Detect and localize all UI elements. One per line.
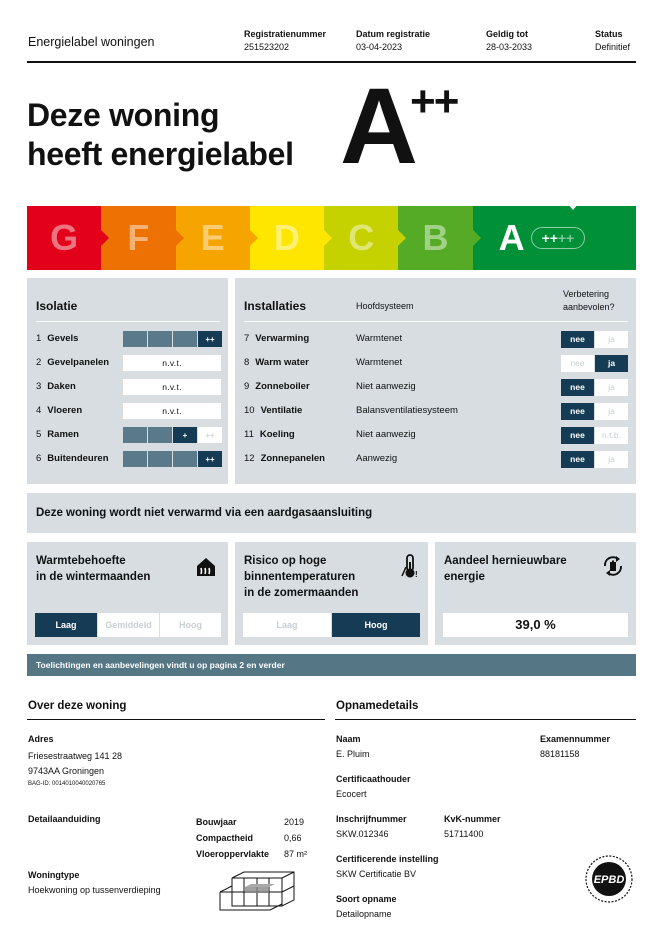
toggle-ja: ja <box>595 379 628 396</box>
installatie-system: Niet aanwezig <box>356 429 416 440</box>
active-plus-marker: ++++ <box>531 227 586 249</box>
scale-chevron <box>398 230 406 246</box>
renewable-energy-icon <box>601 554 625 583</box>
rating-cell <box>173 331 197 347</box>
woning-divider <box>27 719 325 720</box>
installatie-row-label: 12 Zonnepanelen <box>244 453 325 464</box>
improvement-toggle <box>561 427 629 444</box>
toggle-nee: nee <box>561 403 594 420</box>
scale-chevron <box>324 230 332 246</box>
header-status: Status Definitief <box>595 29 631 52</box>
isolatie-nvt: n.v.t. <box>123 379 221 395</box>
rating-cell <box>123 331 147 347</box>
scale-chevron <box>176 230 184 246</box>
isolatie-rating <box>123 451 223 467</box>
detail-label: Detailaanduiding <box>28 814 101 824</box>
rating-cell <box>148 331 172 347</box>
bag-id: BAG-ID: 0014010040020765 <box>28 781 106 787</box>
risico-scale <box>243 613 421 637</box>
installaties-col-main: Hoofdsysteem <box>356 301 414 311</box>
scale-option: Laag <box>35 613 97 637</box>
toggle-ja: ja <box>595 355 628 372</box>
scale-option: Laag <box>243 613 331 637</box>
rating-cell <box>123 427 147 443</box>
installatie-row-label: 7 Verwarming <box>244 333 310 344</box>
installatie-system: Warmtenet <box>356 333 403 344</box>
header-valid-until: Geldig tot 28-03-2033 <box>486 29 533 52</box>
examen-value: 88181158 <box>540 749 580 759</box>
headline: Deze woning heeft energielabel <box>27 97 294 172</box>
naam-label: Naam <box>336 734 361 744</box>
scale-option: Gemiddeld <box>98 613 159 637</box>
woning-section-title: Over deze woning <box>28 700 127 712</box>
active-class-pointer <box>563 198 583 210</box>
isolatie-nvt: n.v.t. <box>123 355 221 371</box>
hernieuwbaar-title: Aandeel hernieuwbare energie <box>444 555 567 583</box>
installatie-row-label: 11 Koeling <box>244 429 295 440</box>
cert-label: Certificaathouder <box>336 774 411 784</box>
adres-label: Adres <box>28 734 54 744</box>
scale-class-f: F <box>101 206 175 270</box>
header-registration: Registratienummer 251523202 <box>244 29 327 52</box>
rating-cell <box>123 451 147 467</box>
installatie-system: Niet aanwezig <box>356 381 416 392</box>
warmtebehoefte-scale <box>35 613 222 637</box>
toggle-nee: nee <box>561 427 594 444</box>
scale-class-e: E <box>176 206 250 270</box>
scale-class-b: B <box>398 206 472 270</box>
installatie-row-label: 9 Zonneboiler <box>244 381 310 392</box>
rating-cell: + <box>173 427 197 443</box>
isolatie-row-label: 5 Ramen <box>36 429 79 440</box>
scale-chevron <box>101 230 109 246</box>
toggle-ja: ja <box>595 451 628 468</box>
isolatie-rating <box>123 331 223 347</box>
toggle-nee: nee <box>561 331 594 348</box>
rating-cell <box>148 451 172 467</box>
toggle-nee: nee <box>561 451 594 468</box>
improvement-toggle <box>561 451 629 468</box>
examen-label: Examennummer <box>540 734 611 744</box>
woningtype-label: Woningtype <box>28 870 80 880</box>
toggle-nee: nee <box>561 355 594 372</box>
cert-value: Ecocert <box>336 789 367 799</box>
installatie-system: Aanwezig <box>356 453 398 464</box>
facts-values: 2019 0,66 87 m² <box>284 817 308 859</box>
building-diagram-icon <box>218 870 298 917</box>
thermometer-icon <box>400 553 422 584</box>
warmtebehoefte-title: Warmtebehoefte in de wintermaanden <box>36 555 151 583</box>
svg-text:EPBD: EPBD <box>593 874 625 886</box>
improvement-toggle <box>561 403 629 420</box>
kvk-label: KvK-nummer <box>444 814 501 824</box>
inschrijf-label: Inschrijfnummer <box>336 814 407 824</box>
improvement-toggle <box>561 331 629 348</box>
scale-chevron <box>473 230 481 246</box>
house-heat-icon <box>195 556 217 583</box>
toggle-nee: nee <box>561 379 594 396</box>
scale-class-c: C <box>324 206 398 270</box>
risico-title: Risico op hoge binnentemperaturen in de zomermaanden <box>244 555 359 599</box>
soort-label: Soort opname <box>336 894 397 904</box>
facts-labels: Bouwjaar Compactheid Vloeroppervlakte <box>196 817 270 859</box>
toggle-ja: ja <box>595 331 628 348</box>
instelling-value: SKW Certificatie BV <box>336 869 417 879</box>
naam-value: E. Pluim <box>336 749 370 759</box>
isolatie-row-label: 3 Daken <box>36 381 76 392</box>
rating-cell: ++ <box>198 451 222 467</box>
soort-value: Detailopname <box>336 909 392 919</box>
isolatie-title: Isolatie <box>36 299 78 313</box>
kvk-value: 51711400 <box>444 829 484 839</box>
energy-label-suffix: ++ <box>410 77 458 126</box>
header-divider <box>27 61 636 63</box>
toggle-ja: ja <box>595 403 628 420</box>
document-title: Energielabel woningen <box>28 35 155 49</box>
gas-text: Deze woning wordt niet verwarmd via een aardgasaansluiting <box>36 507 373 519</box>
installatie-system: Balansventilatiesysteem <box>356 405 458 416</box>
isolatie-row-label: 4 Vloeren <box>36 405 83 416</box>
scale-option: Hoog <box>160 613 221 637</box>
installaties-title: Installaties <box>244 299 307 313</box>
explanation-note: Toelichtingen en aanbevelingen vindt u op pagina 2 en verder <box>27 654 636 676</box>
svg-text:!: ! <box>415 570 418 579</box>
isolatie-divider <box>36 321 220 322</box>
isolatie-row-label: 1 Gevels <box>36 333 79 344</box>
hernieuwbaar-value: 39,0 % <box>443 613 628 637</box>
epbd-logo-icon <box>584 854 634 909</box>
opname-divider <box>335 719 636 720</box>
scale-class-g: G <box>27 206 101 270</box>
scale-class-d: D <box>250 206 324 270</box>
scale-option: Hoog <box>332 613 420 637</box>
adres-value: Friesestraatweg 141 28 9743AA Groningen <box>28 751 123 776</box>
rating-cell <box>173 451 197 467</box>
opname-section-title: Opnamedetails <box>336 700 419 712</box>
rating-cell: ++ <box>198 331 222 347</box>
isolatie-nvt: n.v.t. <box>123 403 221 419</box>
scale-chevron <box>250 230 258 246</box>
scale-class-a: A ++++ <box>473 206 636 270</box>
rating-cell <box>148 427 172 443</box>
toggle-ja: n.t.b. <box>595 427 628 444</box>
improvement-toggle <box>561 379 629 396</box>
installatie-system: Warmtenet <box>356 357 403 368</box>
isolatie-row-label: 6 Buitendeuren <box>36 453 109 464</box>
installatie-row-label: 8 Warm water <box>244 357 309 368</box>
isolatie-row-label: 2 Gevelpanelen <box>36 357 110 368</box>
woningtype-value: Hoekwoning op tussenverdieping <box>28 885 161 895</box>
header-date: Datum registratie 03-04-2023 <box>356 29 431 52</box>
instelling-label: Certificerende instelling <box>336 854 439 864</box>
isolatie-rating <box>123 427 223 443</box>
energy-label-letter: A <box>340 65 416 186</box>
installaties-divider <box>244 321 628 322</box>
energy-scale <box>27 206 636 270</box>
improvement-toggle <box>561 355 629 372</box>
installatie-row-label: 10 Ventilatie <box>244 405 303 416</box>
inschrijf-value: SKW.012346 <box>336 829 389 839</box>
installaties-col-improve: Verbetering aanbevolen? <box>563 289 615 312</box>
rating-cell: ++ <box>198 427 222 443</box>
